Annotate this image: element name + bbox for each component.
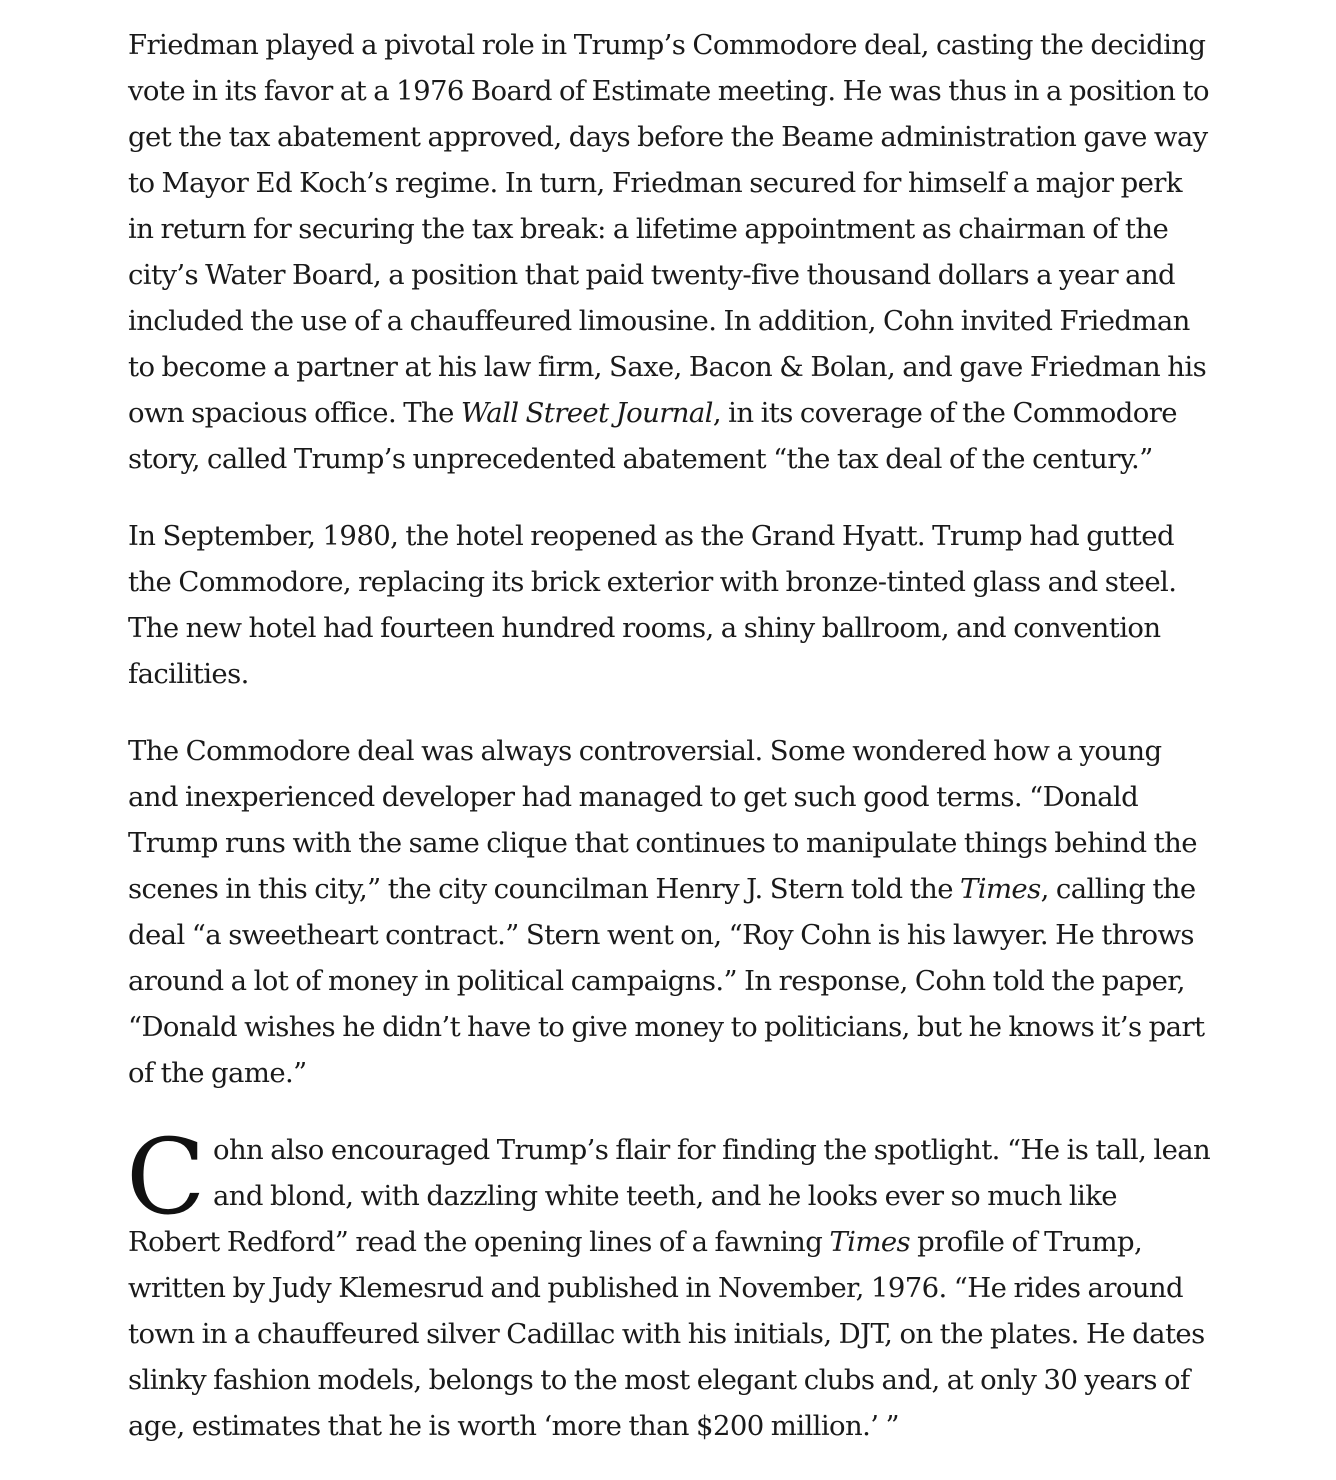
paragraph-text: ohn also encouraged Trump’s flair for finding the spotlight. “He is tall, lean and blond, with dazzling white teeth, and he looks ever so much like Robert Redford” read the opening lines of a fawning — [128, 1134, 1211, 1258]
drop-cap: C — [126, 1116, 205, 1238]
paragraph-text: profile of Trump, written by Judy Klemesrud and published in November, 1976. “He rides around town in a chauffeured silver Cadillac with his initials, DJT, on the plates. He dates slinky fashion models, belongs to the most elegant clubs and, at only 30 years of age, estimates that he is worth ‘more than $200 million.’ ” — [128, 1226, 1205, 1442]
paragraph-text: , calling the deal “a sweetheart contract.” Stern went on, “Roy Cohn is his lawyer. He throws around a lot of money in political campaigns.” In response, Cohn told the paper, “Donald wishes he didn’t have to give money to politicians, but he knows it’s part of the game.” — [128, 873, 1205, 1089]
publication-name-wall-street-journal: Wall Street Journal — [460, 397, 713, 429]
paragraph-friedman-role — [128, 22, 1212, 482]
paragraph-text: In September, 1980, the hotel reopened as the Grand Hyatt. Trump had gutted the Commodore, replacing its brick exterior with bronze-tinted glass and steel. The new hotel had fourteen hundred rooms, a shiny ballroom, and convention facilities. — [128, 520, 1177, 690]
paragraph-text: The Commodore deal was always controversial. Some wondered how a young and inexperienced developer had managed to get such good terms. “Donald Trump runs with the same clique that continues to manipulate things behind the scenes in this city,” the city councilman Henry J. Stern told the — [128, 735, 1197, 905]
publication-name-times: Times — [960, 873, 1041, 905]
paragraph-text: , in its coverage of the Commodore story, called Trump’s unprecedented abatement “the tax deal of the century.” — [128, 397, 1177, 475]
publication-name-times: Times — [829, 1226, 911, 1258]
paragraph-text: Friedman played a pivotal role in Trump’s Commodore deal, casting the deciding vote in its favor at a 1976 Board of Estimate meeting. He was thus in a position to get the tax abatement approved, days before the Beame administration gave way to Mayor Ed Koch’s regime. In turn, Friedman secured for himself a major perk in return for securing the tax break: a lifetime appointment as chairman of the city’s Water Board, a position that paid twenty-five thousand dollars a year and included the use of a chauffeured limousine. In addition, Cohn invited Friedman to become a partner at his law firm, Saxe, Bacon & Bolan, and gave Friedman his own spacious office. The — [128, 29, 1209, 429]
paragraph-spotlight — [126, 1116, 1212, 1449]
article-body — [128, 22, 1212, 1480]
paragraph-grand-hyatt — [128, 513, 1212, 697]
paragraph-controversy — [128, 728, 1212, 1096]
